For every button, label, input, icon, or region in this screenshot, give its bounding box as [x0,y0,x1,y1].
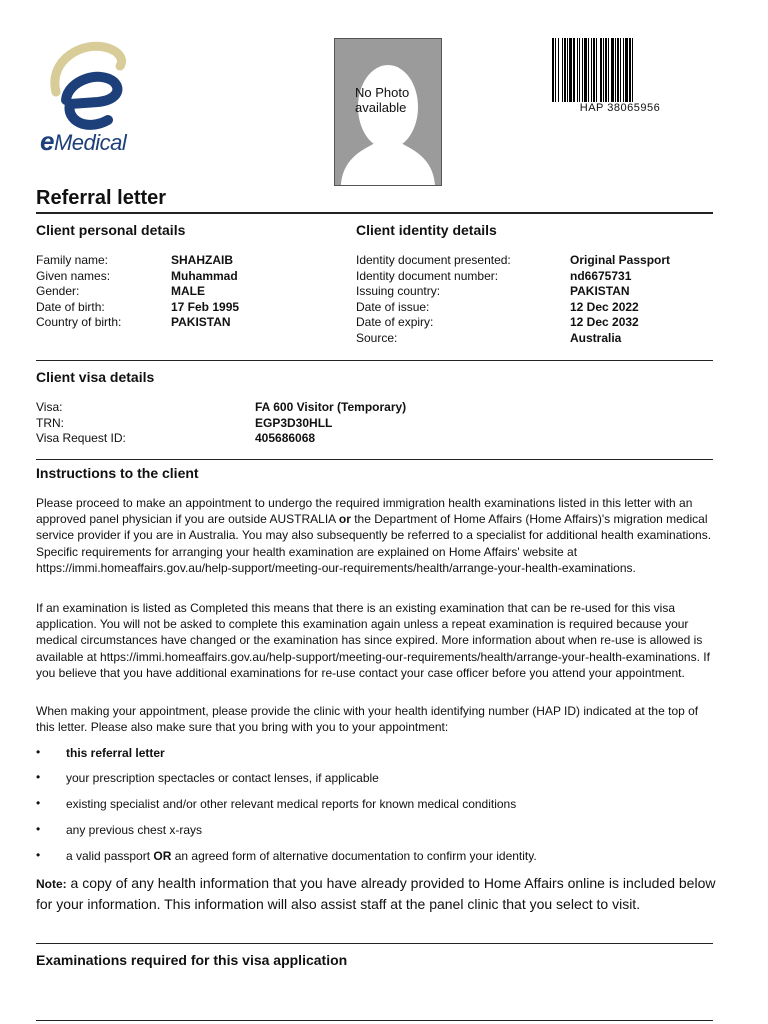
barcode-bar [582,38,583,102]
row-label: Family name: [36,253,109,267]
row-label: Date of expiry: [356,315,434,330]
p1-text-b: the Department of Home Affairs (Home Affairs)'s migration medical service provider if you are in Australia. You may also subsequently be referred to a specialist for additional health examinations. Specific requirements for arranging your health examination are explained on Home Affairs' website at https://immi.homeaffairs.gov.au/help-support/meeting-our-requirements/health/arrange-your-health-examinations. [36,512,712,575]
row-label: Date of issue: [356,299,430,314]
personal-row [36,253,108,269]
barcode-bar [617,38,619,102]
bullet-icon: • [36,822,41,836]
logo-wordmark [40,126,126,157]
bullet-text: existing specialist and/or other relevant medical reports for known medical conditions [66,797,517,811]
row-label: Gender: [36,284,80,299]
no-photo-line1: No Photo [355,85,410,100]
barcode-bar [577,38,578,102]
client-photo-placeholder [334,38,442,186]
barcode-bar [600,38,602,102]
bullet5-text-b: an agreed form of alternative documentation to confirm your identity. [171,849,537,863]
personal-row [36,269,110,285]
page-title: Referral letter [36,187,167,209]
barcode-bar [611,38,614,102]
gender-value: MALE [171,284,205,299]
section-divider [36,360,713,361]
dob-value: 17 Feb 1995 [171,299,240,314]
document-presented-value: Original Passport [570,253,671,267]
bullet-text: any previous chest x-rays [66,823,203,837]
personal-row [36,315,121,331]
p1-text-a: Please proceed to make an appointment to undergo the required immigration health examinations listed in this letter with an approved panel physician if you are outside AUSTRALIA [36,496,693,527]
row-label: Issuing country: [356,284,441,299]
instructions-paragraph-2: If an examination is listed as Completed this means that there is an existing examination that can be re-used for this visa application. You will not be asked to complete this examination again unless a repeat examination is required because your medical circumstances have changed or the examination has since expired. More information about when re-use is allowed is available at https://immi.homeaffairs.gov.au/help-support/meeting-our-requirements/health/arrange-your-health-examinations. If you believe that you have additional examinations for re-use contact your case officer before you attend your appointment. [36,601,710,680]
barcode-bar [567,38,568,102]
logo-medical: Medical [53,130,127,155]
bullet-icon: • [36,745,41,759]
barcode-bar [632,38,633,102]
barcode-bar [588,38,589,102]
barcode-bar [615,38,616,102]
date-of-expiry-value: 12 Dec 2032 [570,315,639,330]
barcode-bar [564,38,566,102]
row-label: TRN: [36,415,64,430]
document-number-value: nd6675731 [570,268,632,283]
row-label: Country of birth: [36,315,122,330]
barcode-bar [562,38,563,102]
barcode-bar [608,38,609,102]
source-value: Australia [570,331,622,345]
row-label: Visa Request ID: [36,431,126,446]
logo-e: e [40,126,54,156]
note-text: a copy of any health information that you have already provided to Home Affairs online is included below for your information. This information will also assist staff at the panel clinic that you select to visit. [36,875,716,912]
no-photo-label [355,85,409,115]
row-label: Identity document number: [356,268,499,283]
hap-id-text: HAP 38065956 [579,102,661,114]
bullet-icon: • [36,796,41,810]
visa-row [36,416,64,432]
barcode-bar [584,38,587,102]
family-name-value: SHAHZAIB [171,253,233,267]
no-photo-line2: available [355,100,407,115]
issuing-country-value: PAKISTAN [570,284,630,299]
instructions-paragraph-3: When making your appointment, please provide the clinic with your health identifying number (HAP ID) indicated at the top of this letter. Please also make sure that you bring with you to your appointment: [36,704,699,735]
instructions-heading: Instructions to the client [36,465,199,481]
barcode-bar [629,38,631,102]
row-label: Date of birth: [36,299,105,314]
personal-row [36,284,79,300]
visa-row [36,400,62,416]
bullet5-or: OR [153,849,172,863]
barcode-bar [569,38,572,102]
personal-details-heading: Client personal details [36,222,186,238]
identity-row [356,315,433,331]
note-paragraph [36,874,716,914]
given-names-value: Muhammad [171,268,238,283]
barcode-bar [596,38,597,102]
instructions-paragraph-1 [36,495,716,576]
visa-details-heading: Client visa details [36,369,155,385]
barcode-bar [623,38,624,102]
hap-barcode [550,38,690,102]
barcode-bar [555,38,556,102]
bullet-text: this referral letter [66,746,165,760]
exams-heading: Examinations required for this visa application [36,952,348,968]
title-divider [36,212,713,214]
row-label: Identity document presented: [356,253,511,267]
visa-request-id-value: 405686068 [255,431,316,446]
identity-row [356,300,429,316]
section-divider [36,943,713,944]
p1-or: or [338,512,351,527]
barcode-bar [603,38,604,102]
bullet-text [66,849,537,863]
section-divider [36,1020,713,1021]
identity-row [356,253,511,269]
barcode-bar [573,38,575,102]
trn-value: EGP3D30HLL [255,415,333,430]
identity-row [356,284,440,300]
bullet-icon: • [36,770,41,784]
barcode-bar [620,38,621,102]
row-label: Given names: [36,268,111,283]
identity-row [356,331,397,347]
country-of-birth-value: PAKISTAN [171,315,231,330]
barcode-bar [593,38,595,102]
barcode-bar [579,38,580,102]
barcode-bar [558,38,559,102]
barcode-bar [552,38,554,102]
bullet-icon: • [36,848,41,862]
date-of-issue-value: 12 Dec 2022 [570,299,639,314]
section-divider [36,459,713,460]
row-label: Visa: [36,400,63,414]
bullet5-text-a: a valid passport [66,849,154,863]
barcode-bar [605,38,607,102]
personal-row [36,300,105,316]
note-label: Note: [36,877,67,891]
identity-row [356,269,498,285]
visa-row [36,431,126,447]
visa-value: FA 600 Visitor (Temporary) [255,400,407,414]
barcode-bar [625,38,628,102]
identity-details-heading: Client identity details [356,222,497,238]
bullet-text: your prescription spectacles or contact lenses, if applicable [66,771,379,785]
barcode-bar [591,38,592,102]
row-label: Source: [356,331,398,345]
